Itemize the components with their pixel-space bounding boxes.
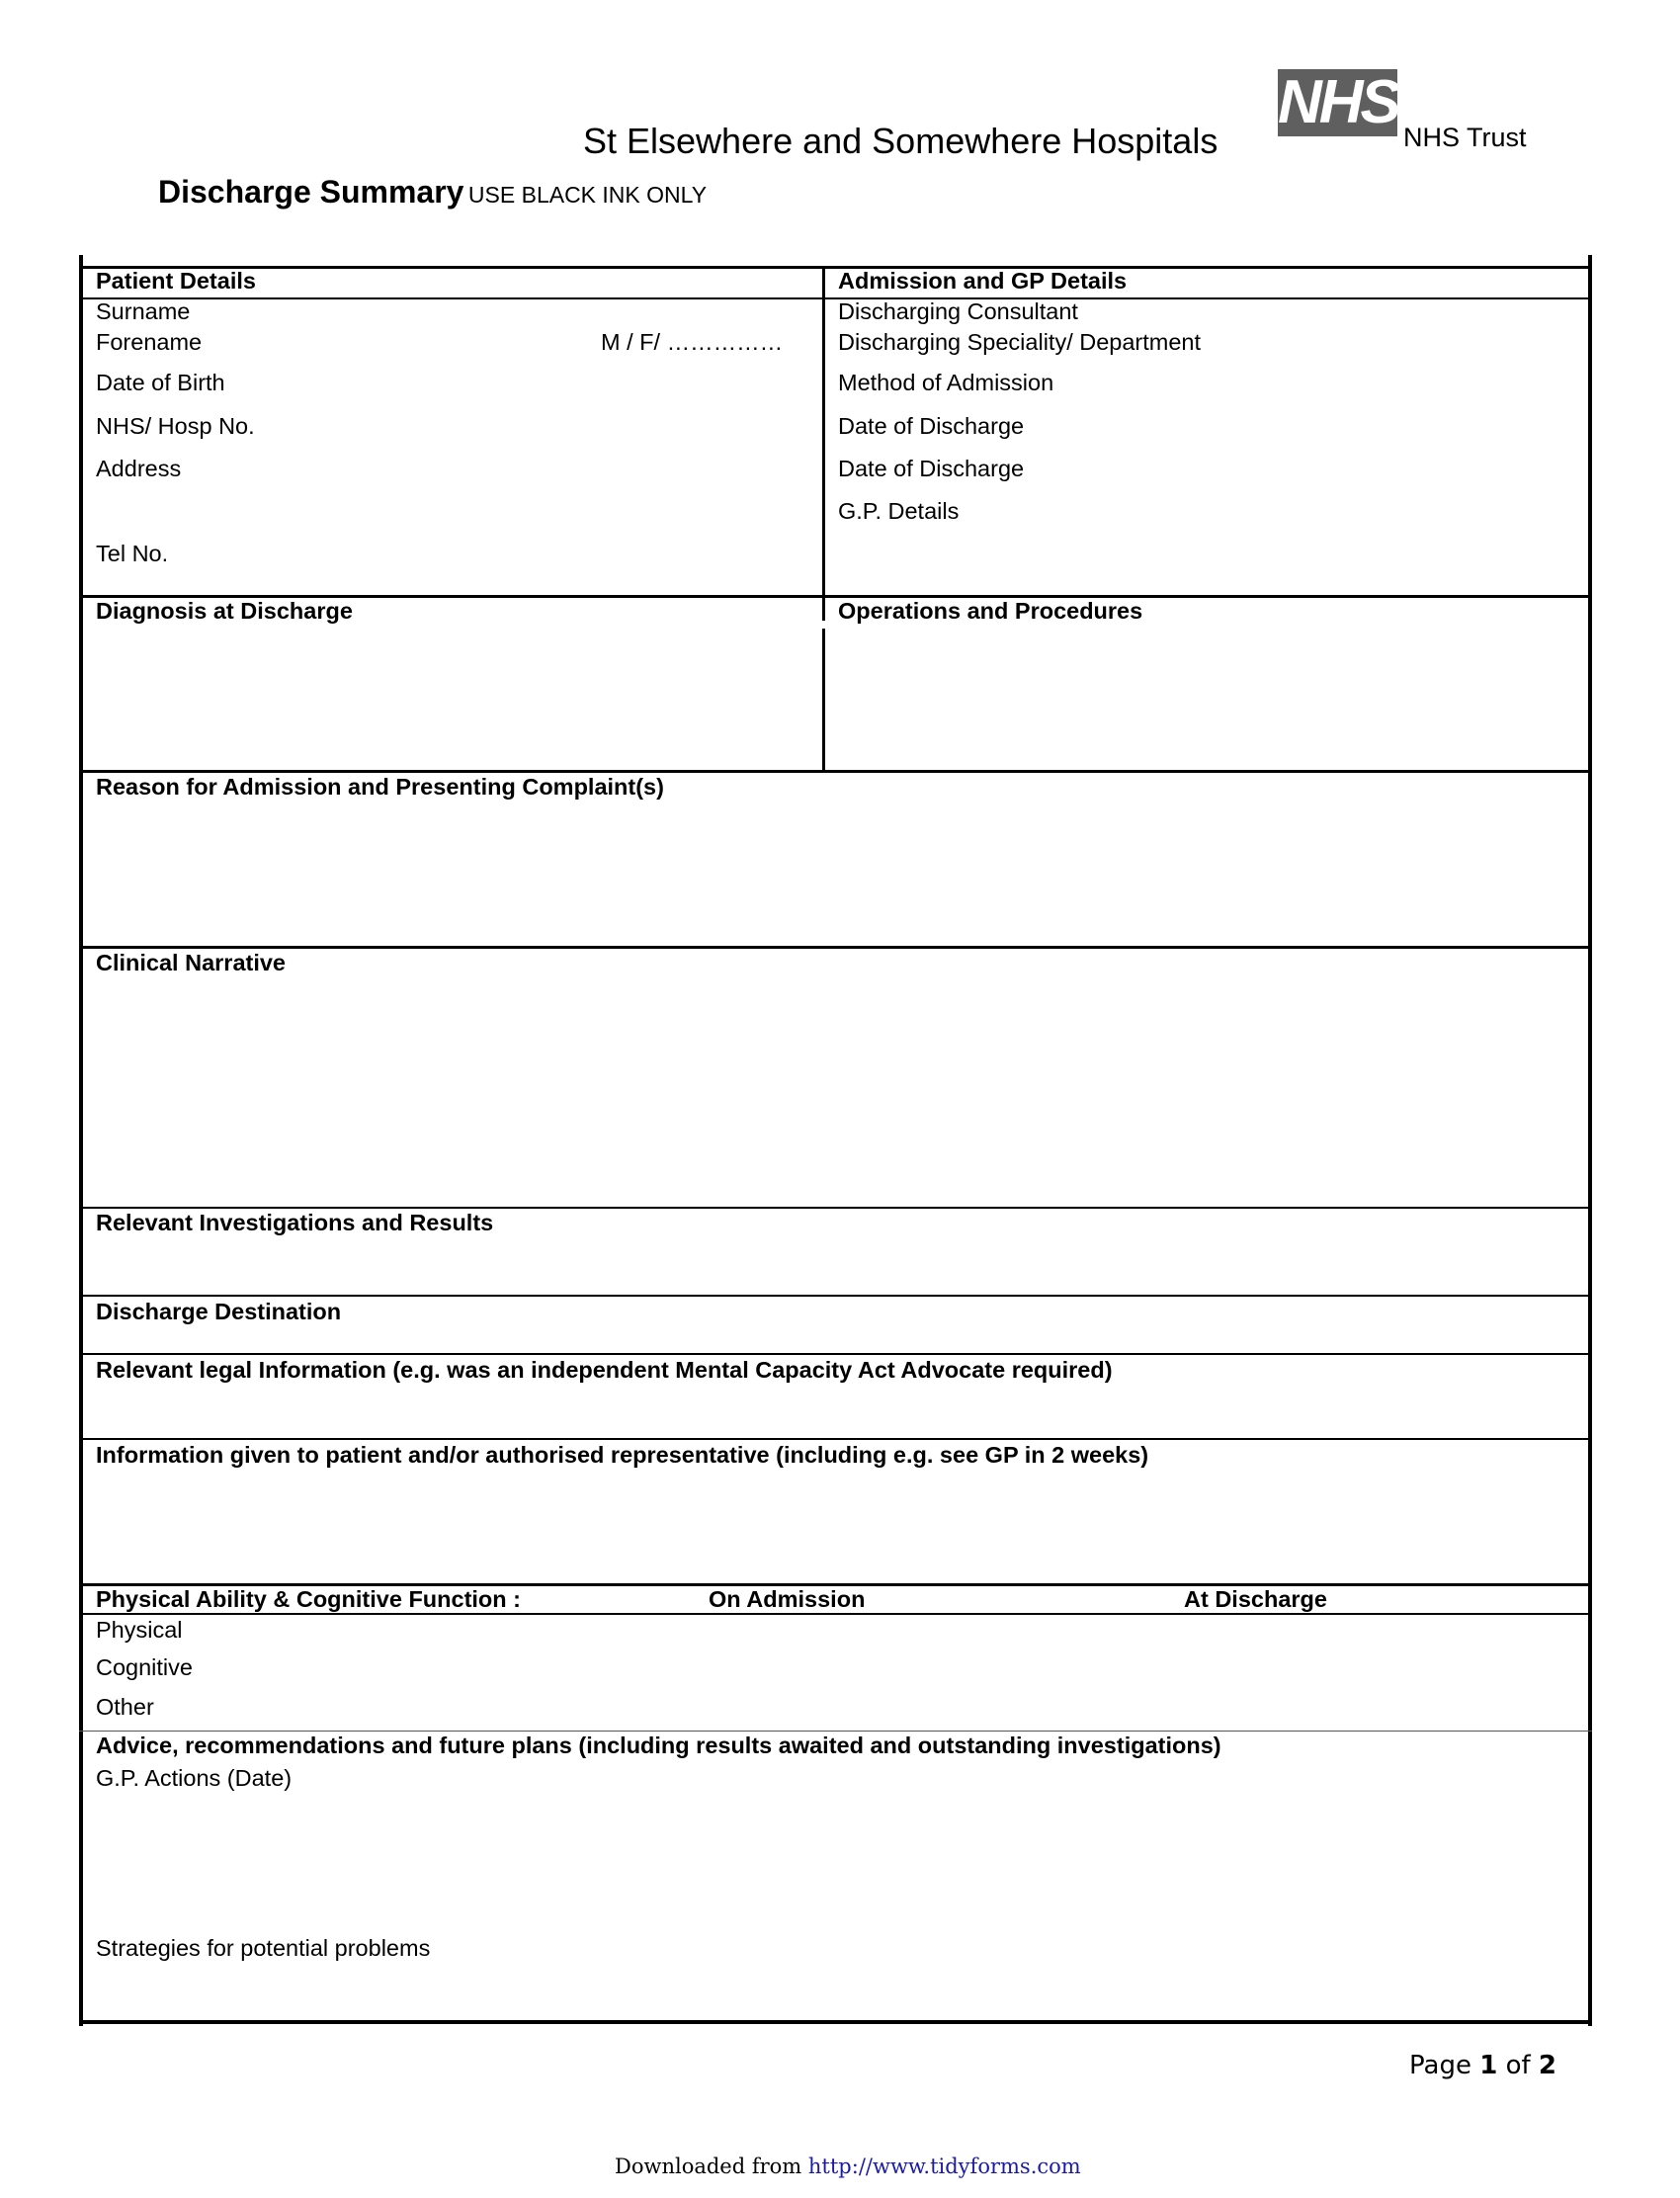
divider: [79, 1295, 1592, 1297]
discharge-date-label-2: Date of Discharge: [838, 456, 1025, 481]
investigations-heading: Relevant Investigations and Results: [96, 1210, 494, 1235]
gp-details-label: G.P. Details: [838, 498, 960, 524]
divider: [79, 1207, 1592, 1209]
tel-label: Tel No.: [96, 541, 169, 566]
speciality-label: Discharging Speciality/ Department: [838, 329, 1202, 355]
forename-label: Forename: [96, 329, 203, 355]
divider: [79, 297, 1592, 299]
form-title: Discharge Summary: [158, 174, 464, 210]
physical-label: Physical: [96, 1617, 183, 1643]
gp-actions-label: G.P. Actions (Date): [96, 1765, 293, 1791]
consultant-label: Discharging Consultant: [838, 298, 1078, 324]
form-border-left: [79, 255, 83, 2026]
admission-method-label: Method of Admission: [838, 370, 1054, 395]
at-discharge-column: At Discharge: [1184, 1586, 1327, 1612]
page-of: of: [1505, 2051, 1531, 2080]
admission-details-heading: Admission and GP Details: [838, 268, 1128, 294]
on-admission-column: On Admission: [709, 1586, 866, 1612]
cognitive-label: Cognitive: [96, 1654, 193, 1680]
other-label: Other: [96, 1694, 154, 1720]
info-given-heading: Information given to patient and/or authorised representative (including e.g. see GP in 2 weeks): [96, 1442, 1149, 1468]
page-number: [1409, 2051, 1556, 2080]
form-border-bottom: [79, 2020, 1592, 2024]
divider: [79, 770, 1592, 773]
address-label: Address: [96, 456, 182, 481]
divider: [79, 266, 1592, 269]
form-border-right: [1588, 255, 1592, 2026]
sex-field: M / F/ ……………: [601, 329, 784, 355]
ink-note: USE BLACK INK ONLY: [467, 182, 708, 208]
divider: [79, 946, 1592, 949]
dob-label: Date of Birth: [96, 370, 225, 395]
advice-heading: Advice, recommendations and future plans (including results awaited and outstanding investigations): [96, 1733, 1221, 1758]
download-link[interactable]: http://www.tidyforms.com: [807, 2155, 1081, 2178]
download-note: [615, 2155, 1081, 2178]
operations-heading: Operations and Procedures: [838, 598, 1143, 624]
form-title-row: [158, 174, 707, 211]
divider: [79, 1731, 1592, 1732]
strategies-label: Strategies for potential problems: [96, 1935, 431, 1961]
diagnosis-heading: Diagnosis at Discharge: [96, 598, 353, 624]
nhs-logo: NHS: [1278, 68, 1398, 136]
page-current: 1: [1479, 2051, 1498, 2080]
surname-label: Surname: [96, 298, 191, 324]
discharge-date-label: Date of Discharge: [838, 413, 1025, 439]
nhs-number-label: NHS/ Hosp No.: [96, 413, 255, 439]
divider: [79, 1613, 1592, 1615]
download-prefix: Downloaded from: [615, 2155, 802, 2178]
patient-details-heading: Patient Details: [96, 268, 256, 294]
page-total: 2: [1538, 2051, 1556, 2080]
divider: [79, 1353, 1592, 1355]
page-prefix: Page: [1409, 2051, 1471, 2080]
column-divider: [822, 629, 825, 773]
function-heading: Physical Ability & Cognitive Function :: [96, 1586, 521, 1612]
reason-heading: Reason for Admission and Presenting Complaint(s): [96, 774, 664, 800]
legal-heading: Relevant legal Information (e.g. was an independent Mental Capacity Act Advocate required): [96, 1357, 1113, 1383]
narrative-heading: Clinical Narrative: [96, 950, 287, 975]
divider: [79, 1438, 1592, 1440]
column-divider: [822, 266, 825, 598]
trust-label: NHS Trust: [1403, 123, 1527, 152]
column-divider: [822, 595, 825, 621]
hospital-name: St Elsewhere and Somewhere Hospitals: [583, 121, 1218, 161]
destination-heading: Discharge Destination: [96, 1299, 342, 1324]
